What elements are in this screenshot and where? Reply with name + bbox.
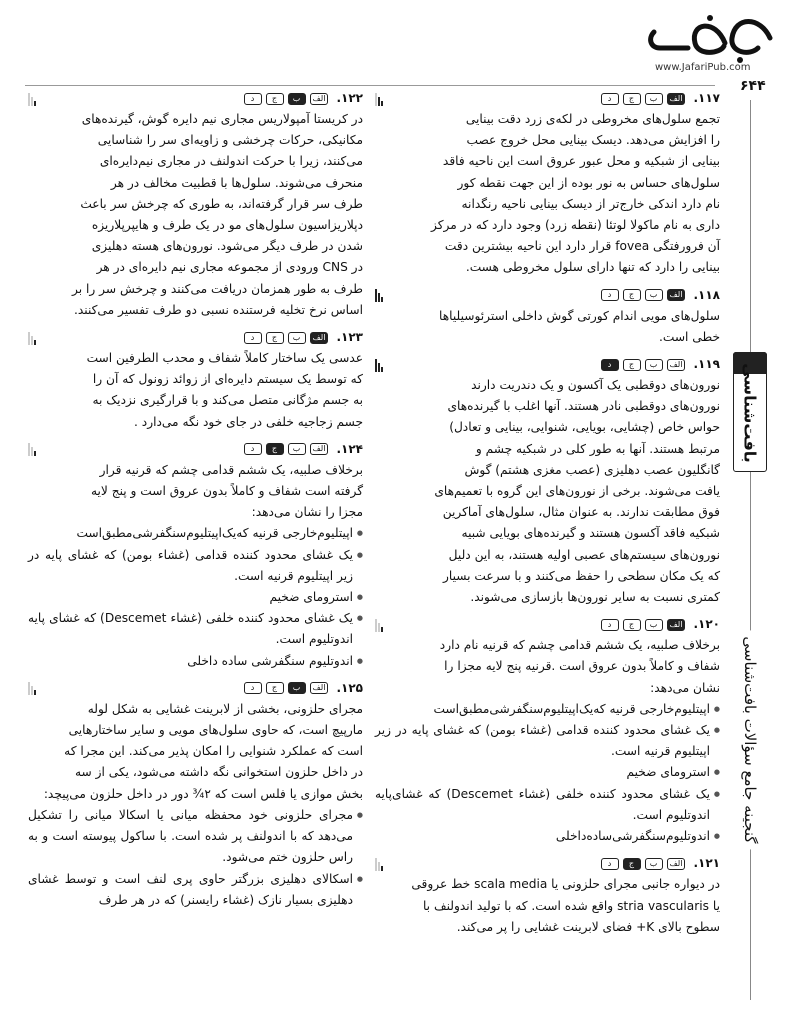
option-c-correct: ج bbox=[623, 858, 641, 870]
answer-line: می‌کنند، زیرا با حرکت اندولنف در مجاری نیم‌دایره‌ای bbox=[99, 154, 363, 169]
option-c: ج bbox=[623, 359, 641, 371]
list-item: ● یک غشای محدود کننده خلفی (غشاء Descemet) که غشای‌پایه اندوتلیوم است. bbox=[375, 784, 720, 826]
option-d: د bbox=[601, 93, 619, 105]
list-item: ● استرومای ضخیم bbox=[28, 587, 363, 608]
difficulty-icon bbox=[28, 331, 36, 345]
answer-line: در داخل حلزون استخوانی نگه داشته می‌شود، یکی از سه bbox=[74, 765, 363, 780]
answer-text bbox=[375, 635, 720, 847]
answer-text bbox=[375, 874, 720, 938]
question-number: ۱۱۷. bbox=[693, 90, 720, 105]
answer-line: منحرف می‌شوند. سلول‌ها با قطبیت مخالف در هر bbox=[110, 175, 363, 190]
option-b: ب bbox=[645, 359, 663, 371]
answer-text bbox=[375, 375, 720, 608]
difficulty-bar bbox=[375, 619, 377, 632]
difficulty-icon bbox=[28, 442, 36, 456]
page-number: ۶۴۴ bbox=[740, 78, 766, 94]
option-c: ج bbox=[623, 93, 641, 105]
question-answer bbox=[375, 853, 720, 938]
question-header bbox=[28, 439, 363, 460]
answer-line: نورون‌های دوقطبی یک آکسون و یک دندریت دارند bbox=[471, 378, 720, 393]
difficulty-bar bbox=[34, 101, 36, 106]
answer-line: یافت می‌شوند. برخی از نورون‌های این گروه با تعمیم‌های bbox=[434, 484, 720, 499]
answer-line: برخلاف صلبیه، یک ششم قدامی چشم که قرنیه قرار bbox=[99, 462, 363, 477]
difficulty-bar bbox=[34, 340, 36, 345]
answer-line: داری به نام ماکولا لوتئا (نقطه زرد) وجود دارد که در مرکز bbox=[430, 218, 720, 233]
answer-line: مکانیکی، حرکات چرخشی و زاویه‌ای سر را شناسایی bbox=[97, 133, 363, 148]
option-b-correct: ب bbox=[288, 682, 306, 694]
answer-line: که توسط یک سیستم دایره‌ای از زوائد زونول که آن را bbox=[92, 372, 363, 387]
list-item: ● اندوتلیوم سنگفرشی ساده داخلی bbox=[28, 651, 363, 672]
answer-line: فوق مطابقت ندارند. به عنوان مثال، سلول‌های آماکرین bbox=[442, 505, 720, 520]
question-number: ۱۲۵. bbox=[336, 680, 363, 695]
option-d: د bbox=[601, 289, 619, 301]
option-b: ب bbox=[645, 93, 663, 105]
answer-line: نورون‌های دوقطبی نادر هستند. آنها اغلب با گیرنده‌های bbox=[447, 399, 720, 414]
option-b: ب bbox=[645, 858, 663, 870]
answer-line: عدسی یک ساختار کاملاً شفاف و محدب الطرفین است bbox=[86, 351, 363, 366]
option-a: الف bbox=[667, 359, 686, 371]
answer-line: مجزا را نشان می‌دهد: bbox=[251, 505, 363, 520]
option-c: ج bbox=[623, 619, 641, 631]
option-a: الف bbox=[310, 443, 329, 455]
question-header bbox=[375, 88, 720, 109]
difficulty-icon bbox=[28, 92, 36, 106]
difficulty-bar bbox=[34, 690, 36, 695]
option-a-correct: الف bbox=[667, 619, 686, 631]
question-header bbox=[28, 88, 363, 109]
difficulty-bar bbox=[31, 447, 33, 456]
answer-line: نام دارد اندکی خارج‌تر از دیسک بینایی ناحیه رنگدانه bbox=[461, 196, 720, 211]
difficulty-bar bbox=[381, 627, 383, 632]
difficulty-bar bbox=[375, 858, 377, 871]
difficulty-bar bbox=[381, 297, 383, 302]
question-header bbox=[375, 354, 720, 375]
option-a-correct: الف bbox=[667, 93, 686, 105]
answer-list bbox=[28, 805, 363, 911]
difficulty-bar bbox=[378, 862, 380, 871]
left-column bbox=[28, 88, 363, 917]
answer-line: یا stria vascularis واقع شده است. که با تولید اندولنف با bbox=[422, 898, 720, 913]
difficulty-bar bbox=[31, 686, 33, 695]
option-d: د bbox=[244, 443, 262, 455]
answer-line: نشان می‌دهد: bbox=[650, 680, 720, 695]
question-header bbox=[28, 327, 363, 348]
answer-line: طرف سر قرار گرفته‌اند، به طوری که چرخش سر باعث bbox=[80, 196, 363, 211]
list-item: ● استرومای ضخیم bbox=[375, 762, 720, 783]
difficulty-bar bbox=[375, 93, 377, 106]
right-column bbox=[375, 88, 720, 944]
list-item: ● یک غشای محدود کننده خلفی (غشاء Descemet) که غشای پایه اندوتلیوم است. bbox=[28, 608, 363, 650]
answer-line: برخلاف صلبیه، یک ششم قدامی چشم که قرنیه نام دارد bbox=[439, 638, 720, 653]
answer-line: که یک مکان سطحی را حفظ می‌کنند و با سرعت بسیار bbox=[442, 568, 720, 583]
answer-line: مرتبط هستند. آنها به طور کلی در شبکیه چشم و bbox=[475, 441, 720, 456]
answer-text bbox=[375, 306, 720, 348]
question-number: ۱۲۳. bbox=[336, 329, 363, 344]
answer-line: در دیواره جانبی مجرای حلزونی یا scala media خط عروقی bbox=[411, 877, 720, 892]
difficulty-bar bbox=[378, 363, 380, 372]
difficulty-bar bbox=[28, 682, 30, 695]
option-a: الف bbox=[310, 682, 329, 694]
answer-text bbox=[375, 109, 720, 279]
difficulty-icon bbox=[375, 857, 383, 871]
difficulty-bar bbox=[28, 443, 30, 456]
question-header bbox=[375, 614, 720, 635]
question-answer bbox=[375, 285, 720, 348]
option-c: ج bbox=[266, 682, 284, 694]
option-d: د bbox=[244, 682, 262, 694]
logo-mark bbox=[640, 8, 780, 68]
answer-line: آن فرورفتگی fovea قرار دارد این ناحیه بیشترین دقت bbox=[444, 239, 720, 254]
sidebar-line bbox=[750, 100, 751, 1000]
option-d: د bbox=[601, 619, 619, 631]
option-d: د bbox=[601, 858, 619, 870]
difficulty-icon bbox=[375, 618, 383, 632]
difficulty-bar bbox=[381, 101, 383, 106]
question-number: ۱۱۹. bbox=[693, 356, 720, 371]
answer-line: بینایی را دارد که تنها دارای سلول مخروطی هست. bbox=[465, 260, 720, 275]
question-answer bbox=[28, 327, 363, 433]
book-title: گنجینه جامع سؤالات بافت‌شناسی bbox=[741, 630, 759, 849]
option-b: ب bbox=[288, 443, 306, 455]
option-d: د bbox=[244, 93, 262, 105]
answer-line: شبکیه فاقد آکسون هستند و گیرنده‌های بویایی شبیه bbox=[461, 526, 720, 541]
difficulty-bar bbox=[31, 336, 33, 345]
answer-line: مارپیچ است، که حاوی سلول‌های مویی و سایر ساختارهایی bbox=[68, 723, 363, 738]
option-a: الف bbox=[310, 93, 329, 105]
difficulty-bar bbox=[378, 97, 380, 106]
answer-text bbox=[28, 460, 363, 672]
question-answer bbox=[28, 88, 363, 321]
answer-line: شدن در طرف دیگر می‌شود. نورون‌های هسته دهلیزی bbox=[91, 239, 363, 254]
question-header bbox=[375, 285, 720, 306]
section-title: بافت‌شناسی bbox=[740, 363, 760, 463]
answer-line: طرف به طور همزمان دریافت می‌کنند و چرخش سر را بر bbox=[72, 281, 363, 296]
option-a-correct: الف bbox=[667, 289, 686, 301]
question-answer bbox=[28, 439, 363, 672]
difficulty-icon bbox=[375, 92, 383, 106]
question-answer bbox=[375, 88, 720, 279]
answer-line: بخش موازی یا فلس است که ۲¾ دور در داخل حلزون می‌پیچد: bbox=[43, 786, 363, 801]
answer-line: اساس نرخ تخلیه فرستنده نسبی دو طرف تفسیر می‌کنند. bbox=[74, 302, 363, 317]
answer-text bbox=[28, 699, 363, 911]
question-number: ۱۲۱. bbox=[693, 856, 720, 871]
answer-line: سلول‌های حساس به نور بوده از این جهت نقطه کور bbox=[457, 175, 720, 190]
question-number: ۱۲۴. bbox=[336, 441, 363, 456]
website-url: www.JafariPub.com bbox=[655, 62, 751, 73]
answer-line: سلول‌های مویی اندام کورتی گوش داخلی استرئوسیلیاها bbox=[439, 308, 720, 323]
option-b-correct: ب bbox=[288, 93, 306, 105]
answer-line: را افزایش می‌دهد. دیسک بینایی محل خروج عصب bbox=[466, 133, 720, 148]
answer-line: به جسم مژگانی متصل می‌کند و با قرارگیری نزدیک به bbox=[92, 393, 363, 408]
answer-line: حواس خاص (چشایی، بویایی، شنوایی، بینایی و تعادل) bbox=[449, 420, 720, 435]
answer-line: خطی است. bbox=[658, 329, 720, 344]
question-number: ۱۲۲. bbox=[336, 90, 363, 105]
answer-list bbox=[375, 699, 720, 847]
option-b: ب bbox=[645, 619, 663, 631]
option-c: ج bbox=[623, 289, 641, 301]
answer-line: کمتری نسبت به سایر نورون‌ها بازسازی می‌شوند. bbox=[470, 590, 720, 605]
answer-line: مجرای حلزونی، بخشی از لابرینت غشایی به شکل لوله bbox=[87, 701, 363, 716]
question-header bbox=[28, 678, 363, 699]
option-c-correct: ج bbox=[266, 443, 284, 455]
question-answer bbox=[375, 614, 720, 847]
difficulty-icon bbox=[28, 681, 36, 695]
difficulty-icon bbox=[375, 288, 383, 302]
answer-text bbox=[28, 348, 363, 433]
answer-line: گانگلیون عصب دهلیزی (عصب مغزی هشتم) گوش bbox=[464, 462, 720, 477]
list-item: ● یک غشای محدود کننده قدامی (غشاء بومن) که غشای پایه در زیر اپیتلیوم قرنیه است. bbox=[28, 545, 363, 587]
answer-line: تجمع سلول‌های مخروطی در لکه‌ی زرد دقت بینایی bbox=[465, 112, 720, 126]
difficulty-bar bbox=[378, 293, 380, 302]
difficulty-bar bbox=[375, 359, 377, 372]
answer-line: نورون‌های سیستم‌های عصبی اولیه هستند، به این دلیل bbox=[448, 547, 720, 562]
list-item: ● اپیتلیوم‌خارجی قرنیه که‌یک‌اپیتلیوم‌سنگفرشی‌مطبق‌است bbox=[28, 523, 363, 544]
option-c: ج bbox=[266, 93, 284, 105]
list-item: ● یک غشای محدود کننده قدامی (غشاء بومن) که غشای پایه در زیر اپیتلیوم قرنیه است. bbox=[375, 720, 720, 762]
difficulty-bar bbox=[28, 93, 30, 106]
option-c: ج bbox=[266, 332, 284, 344]
answer-line: جسم زجاجیه خلفی در جای خود نگه می‌دارد . bbox=[134, 414, 363, 429]
difficulty-bar bbox=[31, 97, 33, 106]
question-header bbox=[375, 853, 720, 874]
difficulty-bar bbox=[378, 623, 380, 632]
answer-line: سطوح بالای K+ فضای لابرینت غشایی را پر می‌کند. bbox=[456, 919, 720, 934]
answer-line: بینایی از شبکیه و محل عبور عروق است این ناحیه فاقد bbox=[442, 154, 720, 169]
option-a-correct: الف bbox=[310, 332, 329, 344]
header-divider bbox=[25, 85, 715, 86]
list-item: ● مجرای حلزونی خود محفظه میانی یا اسکالا میانی را تشکیل می‌دهد که با اندولنف پر شده است. با ساکول پیوسته است و به راس حلزون ختم می‌شود. bbox=[28, 805, 363, 869]
answer-line: شفاف و کاملاً بدون عروق است .قرنیه پنج لایه مجزا را bbox=[444, 659, 720, 674]
difficulty-bar bbox=[34, 451, 36, 456]
difficulty-bar bbox=[381, 367, 383, 372]
difficulty-icon bbox=[375, 358, 383, 372]
list-item: ● اسکالای دهلیزی بزرگتر حاوی پری لنف است و توسط غشای دهلیزی بسیار نازک (غشاء رایسنر) که در هر طرف bbox=[28, 869, 363, 911]
question-number: ۱۱۸. bbox=[693, 287, 720, 302]
difficulty-bar bbox=[375, 289, 377, 302]
question-answer bbox=[375, 354, 720, 608]
answer-line: در CNS ورودی از مجموعه مجاری نیم دایره‌ای در هر bbox=[96, 260, 363, 275]
answer-line: است که عملکرد شنوایی را امکان پذیر می‌کند. این مجرا که bbox=[64, 744, 363, 759]
answer-line: دپلاریزاسیون سلول‌های مو در یک طرف و هایپرپلاریزه bbox=[91, 218, 363, 233]
list-item: ● اندوتلیوم‌سنگفرشی‌ساده‌داخلی bbox=[375, 826, 720, 847]
option-b: ب bbox=[645, 289, 663, 301]
question-answer bbox=[28, 678, 363, 911]
list-item: ● اپیتلیوم‌خارجی قرنیه که‌یک‌اپیتلیوم‌سنگفرشی‌مطبق‌است bbox=[375, 699, 720, 720]
answer-line: در کریستا آمپولاریس مجاری نیم دایره گوش، گیرنده‌های bbox=[81, 112, 363, 126]
answer-line: گرفته است شفاف و کاملاً بدون عروق است و پنج لایه bbox=[90, 484, 363, 499]
question-number: ۱۲۰. bbox=[693, 617, 720, 632]
option-d: د bbox=[244, 332, 262, 344]
option-a: الف bbox=[667, 858, 686, 870]
answer-list bbox=[28, 523, 363, 671]
difficulty-bar bbox=[28, 332, 30, 345]
difficulty-bar bbox=[381, 866, 383, 871]
answer-text bbox=[28, 109, 363, 321]
option-d-correct: د bbox=[601, 359, 619, 371]
option-b: ب bbox=[288, 332, 306, 344]
